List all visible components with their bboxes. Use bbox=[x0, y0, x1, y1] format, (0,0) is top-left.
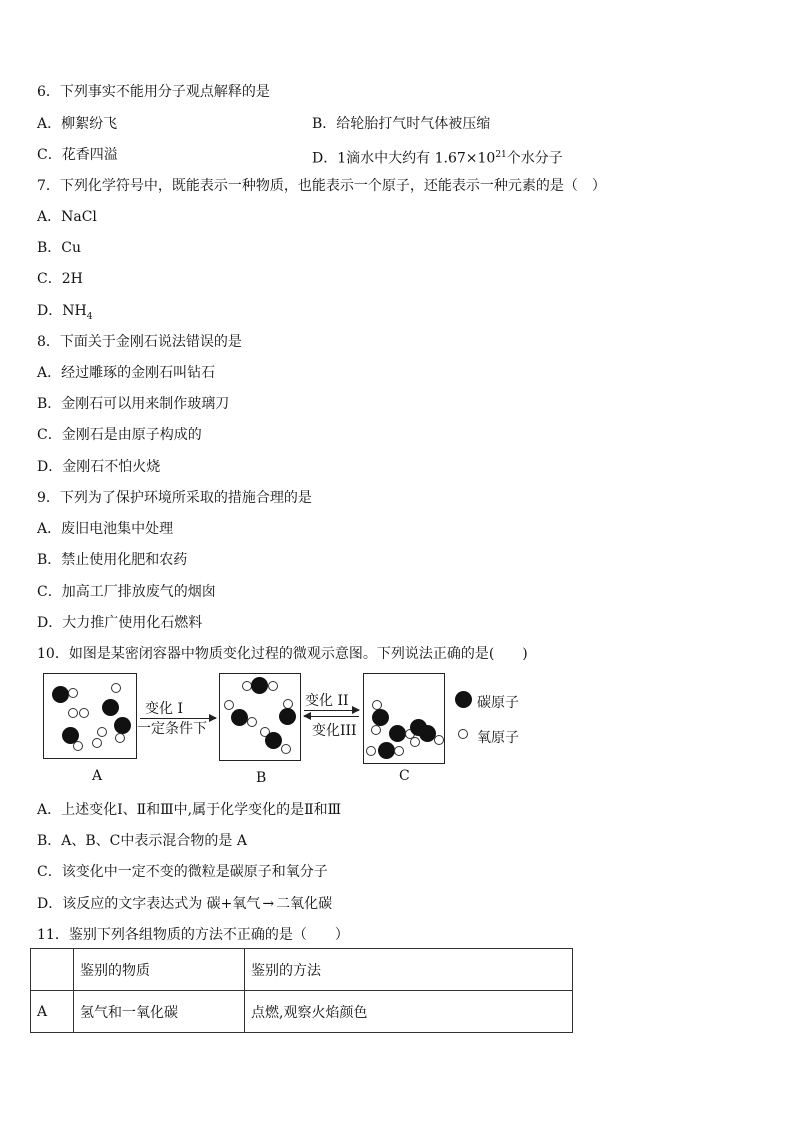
diagram-box-b bbox=[219, 673, 301, 761]
carbon-atom bbox=[52, 686, 69, 703]
q6-stem: 6．下列事实不能用分子观点解释的是 bbox=[37, 84, 270, 100]
oxygen-atom bbox=[68, 708, 78, 718]
q10-option-c: C．该变化中一定不变的微粒是碳原子和氧分子 bbox=[37, 864, 328, 880]
table-cell: A bbox=[31, 991, 74, 1033]
q10-option-d-product: 二氧化碳 bbox=[276, 896, 333, 912]
legend-oxygen-label: 氧原子 bbox=[477, 730, 519, 746]
legend-carbon-label: 碳原子 bbox=[477, 695, 519, 711]
table-header-cell: 鉴别的方法 bbox=[245, 949, 573, 991]
left-arrow-icon bbox=[304, 716, 359, 717]
table-cell: 氢气和一氧化碳 bbox=[74, 991, 245, 1033]
q10-option-d bbox=[37, 895, 332, 913]
change-2-label: 变化 II bbox=[305, 693, 349, 709]
table-header-row bbox=[31, 949, 573, 991]
q9-option-b: B．禁止使用化肥和农药 bbox=[37, 552, 188, 568]
oxygen-atom bbox=[366, 746, 376, 756]
carbon-atom bbox=[279, 708, 296, 725]
oxygen-atom bbox=[247, 717, 257, 727]
q6-option-d bbox=[312, 146, 563, 168]
right-arrow-icon bbox=[304, 710, 359, 711]
q6-option-c: C．花香四溢 bbox=[37, 147, 118, 163]
q8-option-d: D．金刚石不怕火烧 bbox=[37, 459, 161, 475]
oxygen-atom bbox=[434, 735, 444, 745]
oxygen-atom bbox=[371, 725, 381, 735]
table-row bbox=[31, 991, 573, 1033]
q7-stem: 7．下列化学符号中，既能表示一种物质，也能表示一个原子，还能表示一种元素的是（ ） bbox=[37, 178, 606, 194]
diagram-label-a: A bbox=[92, 768, 103, 784]
change-1-label: 变化 I bbox=[145, 701, 183, 717]
q9-option-c: C．加高工厂排放废气的烟囱 bbox=[37, 584, 216, 600]
oxygen-atom bbox=[281, 744, 291, 754]
q9-option-a: A．废旧电池集中处理 bbox=[37, 521, 174, 537]
diagram-label-b: B bbox=[256, 770, 267, 786]
q9-option-d: D．大力推广使用化石燃料 bbox=[37, 615, 203, 631]
oxygen-atom bbox=[97, 727, 107, 737]
carbon-atom bbox=[372, 709, 389, 726]
q10-option-b: B．A、B、C中表示混合物的是 A bbox=[37, 833, 247, 849]
change-1-condition: 一定条件下 bbox=[137, 721, 207, 737]
change-3-label: 变化III bbox=[312, 723, 357, 739]
q6-option-d-text: D．1滴水中大约有 1.67×10 bbox=[312, 150, 496, 167]
q8-option-b: B．金刚石可以用来制作玻璃刀 bbox=[37, 396, 230, 412]
q8-option-a: A．经过雕琢的金刚石叫钻石 bbox=[37, 365, 216, 381]
q7-option-d-subscript: 4 bbox=[86, 311, 93, 322]
diagram-box-a bbox=[43, 673, 137, 759]
q11-stem: 11．鉴别下列各组物质的方法不正确的是（ ） bbox=[37, 927, 349, 943]
carbon-atom bbox=[114, 717, 131, 734]
table-cell: 点燃,观察火焰颜色 bbox=[245, 991, 573, 1033]
q7-option-d bbox=[37, 302, 92, 326]
q6-option-b: B．给轮胎打气时气体被压缩 bbox=[312, 116, 491, 132]
q10-option-d-text: D．该反应的文字表达式为 碳+氧气 bbox=[37, 896, 261, 912]
q7-option-b: B．Cu bbox=[37, 240, 82, 256]
q8-option-c: C．金刚石是由原子构成的 bbox=[37, 427, 202, 443]
q9-stem: 9．下列为了保护环境所采取的措施合理的是 bbox=[37, 490, 312, 506]
oxygen-atom bbox=[410, 737, 420, 747]
q10-stem: 10．如图是某密闭容器中物质变化过程的微观示意图。下列说法正确的是( ) bbox=[37, 646, 528, 662]
diagram-label-c: C bbox=[399, 768, 410, 784]
q6-option-a: A．柳絮纷飞 bbox=[37, 116, 118, 132]
q7-option-c: C．2H bbox=[37, 271, 83, 287]
oxygen-atom bbox=[111, 683, 121, 693]
diagram-box-c bbox=[363, 673, 445, 764]
table-header-cell bbox=[31, 949, 74, 991]
oxygen-atom bbox=[394, 746, 404, 756]
q6-option-d-exponent: 21 bbox=[495, 150, 507, 160]
oxygen-atom bbox=[92, 738, 102, 748]
q7-option-a: A．NaCl bbox=[37, 209, 97, 225]
oxygen-atom bbox=[79, 708, 89, 718]
q11-table bbox=[30, 948, 573, 1033]
carbon-atom bbox=[378, 742, 395, 759]
carbon-atom bbox=[231, 709, 248, 726]
oxygen-atom bbox=[115, 733, 125, 743]
oxygen-atom bbox=[73, 741, 83, 751]
table-header-cell: 鉴别的物质 bbox=[74, 949, 245, 991]
carbon-atom bbox=[389, 725, 406, 742]
legend-carbon-icon bbox=[455, 691, 472, 708]
reaction-arrow-icon: → bbox=[262, 896, 275, 912]
oxygen-atom bbox=[224, 700, 234, 710]
carbon-atom bbox=[265, 732, 282, 749]
carbon-atom bbox=[251, 677, 268, 694]
q7-option-d-text: D．NH bbox=[37, 303, 87, 319]
oxygen-atom bbox=[268, 681, 278, 691]
q10-option-a: A．上述变化Ⅰ、Ⅱ和Ⅲ中,属于化学变化的是Ⅱ和Ⅲ bbox=[37, 802, 342, 818]
q8-stem: 8．下面关于金刚石说法错误的是 bbox=[37, 334, 242, 350]
legend-oxygen-icon bbox=[458, 729, 468, 739]
carbon-atom bbox=[102, 699, 119, 716]
q6-option-d-tail: 个水分子 bbox=[506, 150, 563, 167]
oxygen-atom bbox=[68, 688, 78, 698]
